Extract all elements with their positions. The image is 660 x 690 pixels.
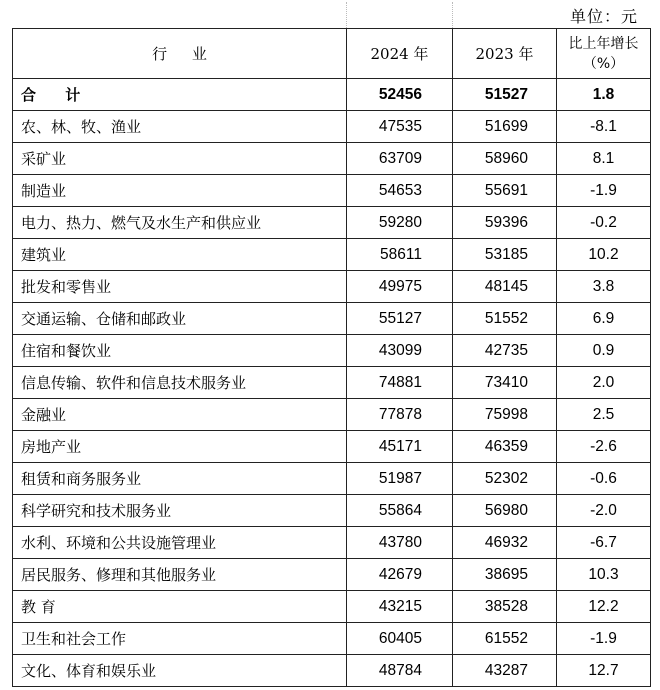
value-2024-cell: 51987 [347,463,453,495]
growth-cell: 2.0 [557,367,651,399]
table-header [13,29,651,79]
industry-cell: 农、林、牧、渔业 [13,111,347,143]
table-row [13,495,651,527]
value-2023-cell: 38695 [453,559,557,591]
table-row [13,559,651,591]
value-2023-cell: 55691 [453,175,557,207]
value-2024-cell: 77878 [347,399,453,431]
industry-cell: 制造业 [13,175,347,207]
industry-cell: 居民服务、修理和其他服务业 [13,559,347,591]
industry-cell: 租赁和商务服务业 [13,463,347,495]
industry-cell: 科学研究和技术服务业 [13,495,347,527]
growth-cell: -2.6 [557,431,651,463]
industry-cell: 教 育 [13,591,347,623]
industry-cell: 建筑业 [13,239,347,271]
value-2023-cell: 58960 [453,143,557,175]
table-row [13,175,651,207]
column-header-2024: 2024 年 [347,29,453,79]
growth-cell: 12.2 [557,591,651,623]
value-2024-cell: 47535 [347,111,453,143]
value-2024-cell: 43215 [347,591,453,623]
value-2024-cell: 54653 [347,175,453,207]
value-2023-cell: 51527 [453,79,557,111]
value-2023-cell: 46932 [453,527,557,559]
value-2023-cell: 56980 [453,495,557,527]
growth-cell: -8.1 [557,111,651,143]
industry-cell: 批发和零售业 [13,271,347,303]
value-2024-cell: 43780 [347,527,453,559]
value-2024-cell: 43099 [347,335,453,367]
value-2024-cell: 60405 [347,623,453,655]
value-2024-cell: 55864 [347,495,453,527]
wage-by-industry-table [12,28,651,687]
industry-cell: 交通运输、仓储和邮政业 [13,303,347,335]
growth-cell: -6.7 [557,527,651,559]
industry-cell: 金融业 [13,399,347,431]
growth-header-line2: （%） [582,55,625,72]
industry-cell: 文化、体育和娱乐业 [13,655,347,687]
value-2023-cell: 52302 [453,463,557,495]
value-2023-cell: 51552 [453,303,557,335]
value-2023-cell: 42735 [453,335,557,367]
growth-cell: -0.6 [557,463,651,495]
growth-cell: -1.9 [557,175,651,207]
header-guide-line [346,2,347,28]
growth-cell: -1.9 [557,623,651,655]
value-2024-cell: 52456 [347,79,453,111]
growth-cell: 10.2 [557,239,651,271]
table-row [13,591,651,623]
table-row [13,335,651,367]
table-row [13,399,651,431]
industry-cell: 采矿业 [13,143,347,175]
table-row [13,239,651,271]
table-row [13,655,651,687]
growth-cell: 10.3 [557,559,651,591]
column-header-2023: 2023 年 [453,29,557,79]
value-2024-cell: 59280 [347,207,453,239]
value-2024-cell: 74881 [347,367,453,399]
value-2023-cell: 73410 [453,367,557,399]
header-guide-line [452,2,453,28]
value-2024-cell: 42679 [347,559,453,591]
table-body [13,79,651,687]
industry-cell: 房地产业 [13,431,347,463]
growth-cell: 2.5 [557,399,651,431]
table-row [13,527,651,559]
growth-header-line1: 比上年增长 [568,35,639,52]
value-2023-cell: 51699 [453,111,557,143]
table-row [13,623,651,655]
table-row [13,463,651,495]
growth-cell: -2.0 [557,495,651,527]
industry-cell: 卫生和社会工作 [13,623,347,655]
growth-cell: 6.9 [557,303,651,335]
value-2024-cell: 48784 [347,655,453,687]
column-header-growth [557,29,651,79]
value-2023-cell: 46359 [453,431,557,463]
industry-cell: 信息传输、软件和信息技术服务业 [13,367,347,399]
value-2024-cell: 63709 [347,143,453,175]
value-2024-cell: 58611 [347,239,453,271]
value-2024-cell: 45171 [347,431,453,463]
table-row [13,207,651,239]
growth-cell: 1.8 [557,79,651,111]
value-2023-cell: 75998 [453,399,557,431]
growth-cell: 0.9 [557,335,651,367]
industry-cell: 电力、热力、燃气及水生产和供应业 [13,207,347,239]
value-2024-cell: 55127 [347,303,453,335]
industry-cell: 合 计 [13,79,347,111]
value-2024-cell: 49975 [347,271,453,303]
unit-label: 单位：元 [569,7,638,26]
industry-cell: 水利、环境和公共设施管理业 [13,527,347,559]
table-row [13,271,651,303]
table-row [13,303,651,335]
growth-cell: 8.1 [557,143,651,175]
value-2023-cell: 59396 [453,207,557,239]
industry-cell: 住宿和餐饮业 [13,335,347,367]
value-2023-cell: 38528 [453,591,557,623]
growth-cell: 3.8 [557,271,651,303]
table-row [13,367,651,399]
table-row [13,431,651,463]
column-header-industry: 行 业 [13,29,347,79]
total-row [13,79,651,111]
table-row [13,111,651,143]
growth-cell: 12.7 [557,655,651,687]
value-2023-cell: 43287 [453,655,557,687]
value-2023-cell: 48145 [453,271,557,303]
value-2023-cell: 53185 [453,239,557,271]
table-row [13,143,651,175]
value-2023-cell: 61552 [453,623,557,655]
growth-cell: -0.2 [557,207,651,239]
